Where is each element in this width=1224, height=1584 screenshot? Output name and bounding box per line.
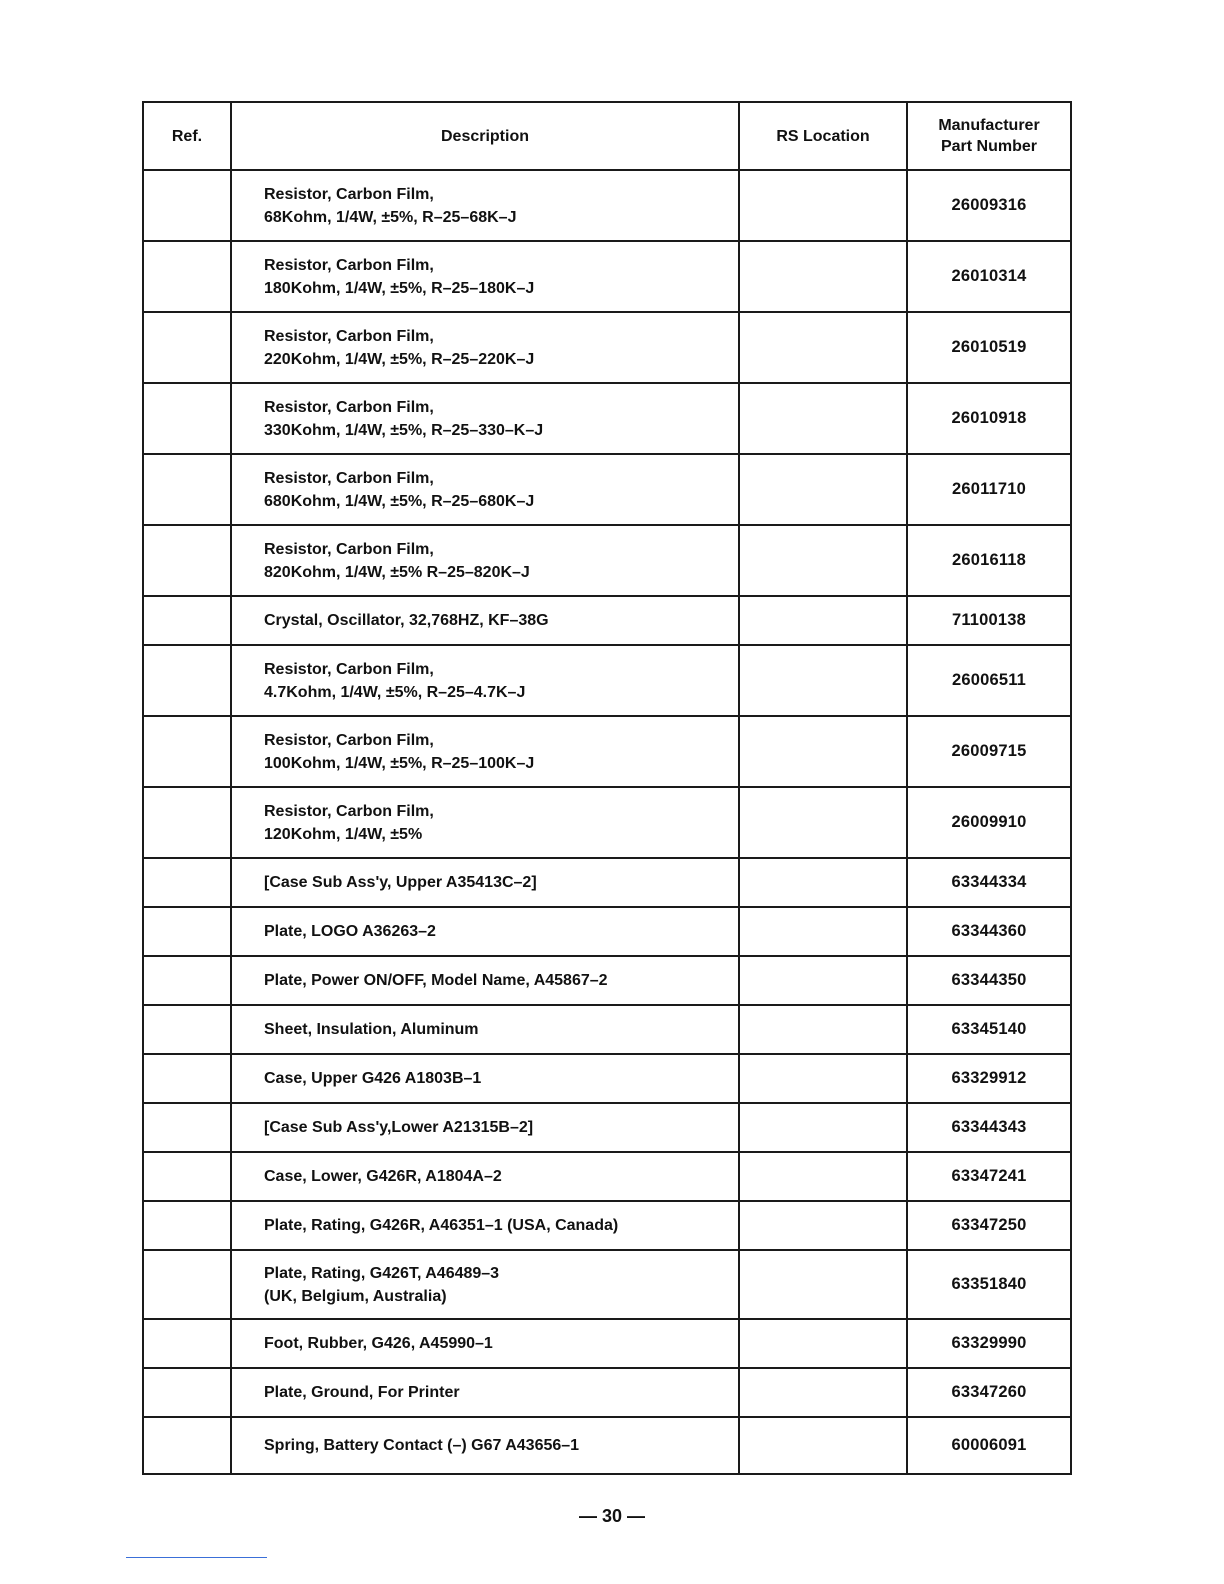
table-row (143, 858, 1071, 907)
cell-ref (143, 1005, 231, 1054)
cell-part-number: 63344350 (907, 956, 1071, 1005)
header-ref: Ref. (143, 102, 231, 170)
cell-ref (143, 1250, 231, 1319)
table-row (143, 907, 1071, 956)
table-row (143, 1005, 1071, 1054)
cell-description (231, 907, 739, 956)
table-row (143, 716, 1071, 787)
cell-rs-location (739, 383, 907, 454)
cell-part-number: 63329990 (907, 1319, 1071, 1368)
cell-rs-location (739, 1250, 907, 1319)
cell-description (231, 312, 739, 383)
table-row (143, 170, 1071, 241)
cell-ref (143, 1103, 231, 1152)
cell-description (231, 1103, 739, 1152)
header-part-number-line2: Part Number (940, 138, 1038, 155)
description-line1: Foot, Rubber, G426, A45990–1 (264, 1335, 493, 1352)
cell-ref (143, 1417, 231, 1474)
description-line2: (UK, Belgium, Australia) (264, 1287, 447, 1305)
table-row (143, 1368, 1071, 1417)
cell-description (231, 645, 739, 716)
table-row (143, 787, 1071, 858)
cell-ref (143, 312, 231, 383)
cell-ref (143, 1368, 231, 1417)
table-row (143, 956, 1071, 1005)
cell-part-number: 63347241 (907, 1152, 1071, 1201)
description-line2: 120Kohm, 1/4W, ±5% (264, 825, 423, 843)
cell-part-number: 63344334 (907, 858, 1071, 907)
cell-description (231, 383, 739, 454)
description-line2: 100Kohm, 1/4W, ±5%, R–25–100K–J (264, 754, 535, 772)
cell-ref (143, 787, 231, 858)
cell-part-number: 26010314 (907, 241, 1071, 312)
description-line1: Resistor, Carbon Film, (264, 256, 434, 274)
description-line2: 220Kohm, 1/4W, ±5%, R–25–220K–J (264, 350, 535, 368)
cell-description (231, 241, 739, 312)
cell-part-number: 63329912 (907, 1054, 1071, 1103)
cell-rs-location (739, 596, 907, 645)
footer-rule (126, 1557, 267, 1558)
cell-description (231, 454, 739, 525)
cell-description (231, 170, 739, 241)
cell-description (231, 1005, 739, 1054)
cell-ref (143, 1054, 231, 1103)
description-line1: [Case Sub Ass'y,Lower A21315B–2] (264, 1119, 534, 1136)
cell-ref (143, 525, 231, 596)
cell-ref (143, 170, 231, 241)
cell-rs-location (739, 1319, 907, 1368)
table-row (143, 645, 1071, 716)
cell-ref (143, 1319, 231, 1368)
description-line1: Case, Lower, G426R, A1804A–2 (264, 1168, 502, 1185)
description-line1: Crystal, Oscillator, 32,768HZ, KF–38G (264, 612, 549, 629)
description-line1: [Case Sub Ass'y, Upper A35413C–2] (264, 874, 537, 891)
table-row (143, 1201, 1071, 1250)
cell-rs-location (739, 1152, 907, 1201)
description-line1: Plate, Power ON/OFF, Model Name, A45867–2 (264, 972, 608, 989)
cell-part-number: 26009316 (907, 170, 1071, 241)
description-line1: Resistor, Carbon Film, (264, 660, 434, 678)
cell-rs-location (739, 858, 907, 907)
description-line2: 680Kohm, 1/4W, ±5%, R–25–680K–J (264, 492, 535, 510)
cell-description (231, 525, 739, 596)
table-row (143, 1417, 1071, 1474)
cell-rs-location (739, 1368, 907, 1417)
cell-ref (143, 241, 231, 312)
header-description: Description (231, 102, 739, 170)
parts-list-table (142, 101, 1072, 1475)
description-line1: Plate, Rating, G426T, A46489–3 (264, 1264, 500, 1282)
description-line2: 68Kohm, 1/4W, ±5%, R–25–68K–J (264, 208, 517, 226)
cell-part-number: 26016118 (907, 525, 1071, 596)
description-line1: Resistor, Carbon Film, (264, 185, 434, 203)
cell-description (231, 596, 739, 645)
cell-part-number: 63351840 (907, 1250, 1071, 1319)
header-part-number-line1: Manufacturer (938, 117, 1040, 134)
table-header-row (143, 102, 1071, 170)
description-line1: Plate, Ground, For Printer (264, 1384, 460, 1401)
description-line1: Plate, Rating, G426R, A46351–1 (USA, Canada) (264, 1217, 619, 1234)
cell-description (231, 1201, 739, 1250)
cell-part-number: 63344360 (907, 907, 1071, 956)
table-row (143, 596, 1071, 645)
table-row (143, 1152, 1071, 1201)
table-row (143, 525, 1071, 596)
cell-rs-location (739, 1054, 907, 1103)
cell-rs-location (739, 1201, 907, 1250)
cell-part-number: 26006511 (907, 645, 1071, 716)
cell-ref (143, 716, 231, 787)
table-row (143, 1250, 1071, 1319)
cell-rs-location (739, 716, 907, 787)
cell-description (231, 1250, 739, 1319)
description-line1: Sheet, Insulation, Aluminum (264, 1021, 479, 1038)
cell-part-number: 26010918 (907, 383, 1071, 454)
table-row (143, 383, 1071, 454)
table-row (143, 241, 1071, 312)
cell-rs-location (739, 1005, 907, 1054)
cell-rs-location (739, 907, 907, 956)
cell-ref (143, 858, 231, 907)
cell-part-number: 26010519 (907, 312, 1071, 383)
cell-description (231, 1417, 739, 1474)
table-row (143, 312, 1071, 383)
cell-ref (143, 454, 231, 525)
cell-description (231, 956, 739, 1005)
description-line2: 4.7Kohm, 1/4W, ±5%, R–25–4.7K–J (264, 683, 526, 701)
cell-description (231, 787, 739, 858)
table-row (143, 1319, 1071, 1368)
cell-rs-location (739, 1417, 907, 1474)
description-line2: 330Kohm, 1/4W, ±5%, R–25–330–K–J (264, 421, 544, 439)
cell-rs-location (739, 1103, 907, 1152)
cell-description (231, 1054, 739, 1103)
cell-part-number: 63345140 (907, 1005, 1071, 1054)
cell-rs-location (739, 956, 907, 1005)
description-line1: Plate, LOGO A36263–2 (264, 923, 436, 940)
table-row (143, 1054, 1071, 1103)
cell-part-number: 63347250 (907, 1201, 1071, 1250)
cell-ref (143, 956, 231, 1005)
page-number: — 30 — (578, 1506, 646, 1526)
table-row (143, 1103, 1071, 1152)
cell-description (231, 1152, 739, 1201)
description-line1: Resistor, Carbon Film, (264, 327, 434, 345)
cell-part-number: 60006091 (907, 1417, 1071, 1474)
description-line1: Resistor, Carbon Film, (264, 469, 434, 487)
cell-part-number: 26009715 (907, 716, 1071, 787)
cell-rs-location (739, 241, 907, 312)
cell-rs-location (739, 645, 907, 716)
description-line1: Resistor, Carbon Film, (264, 731, 434, 749)
header-part-number (907, 102, 1071, 170)
description-line2: 180Kohm, 1/4W, ±5%, R–25–180K–J (264, 279, 535, 297)
cell-part-number: 63344343 (907, 1103, 1071, 1152)
table-row (143, 454, 1071, 525)
description-line1: Case, Upper G426 A1803B–1 (264, 1070, 482, 1087)
cell-ref (143, 907, 231, 956)
description-line1: Resistor, Carbon Film, (264, 540, 434, 558)
cell-rs-location (739, 170, 907, 241)
cell-ref (143, 1152, 231, 1201)
cell-rs-location (739, 454, 907, 525)
cell-description (231, 1368, 739, 1417)
cell-rs-location (739, 525, 907, 596)
cell-part-number: 63347260 (907, 1368, 1071, 1417)
cell-part-number: 26011710 (907, 454, 1071, 525)
description-line2: 820Kohm, 1/4W, ±5% R–25–820K–J (264, 563, 530, 581)
cell-ref (143, 383, 231, 454)
cell-ref (143, 1201, 231, 1250)
cell-rs-location (739, 312, 907, 383)
description-line1: Resistor, Carbon Film, (264, 802, 434, 820)
description-line1: Spring, Battery Contact (–) G67 A43656–1 (264, 1437, 580, 1454)
cell-description (231, 858, 739, 907)
cell-part-number: 26009910 (907, 787, 1071, 858)
header-rs-location: RS Location (739, 102, 907, 170)
cell-part-number: 71100138 (907, 596, 1071, 645)
cell-ref (143, 645, 231, 716)
cell-ref (143, 596, 231, 645)
cell-description (231, 716, 739, 787)
cell-rs-location (739, 787, 907, 858)
description-line1: Resistor, Carbon Film, (264, 398, 434, 416)
cell-description (231, 1319, 739, 1368)
